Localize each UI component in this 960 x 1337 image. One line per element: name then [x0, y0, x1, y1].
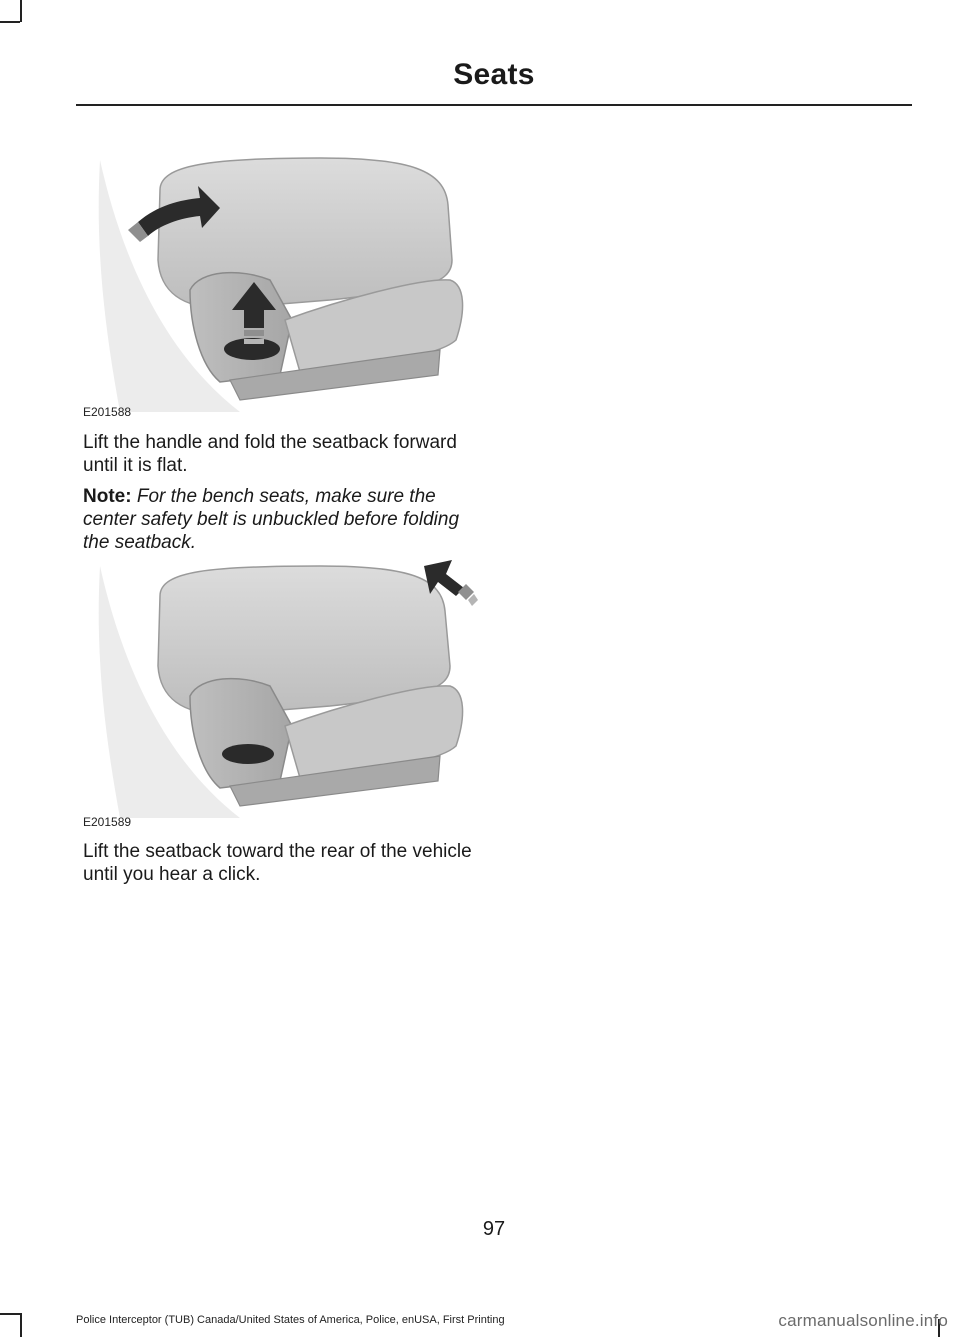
seat-illustration-fold: [80, 150, 480, 420]
footer-text: Police Interceptor (TUB) Canada/United States of America, Police, enUSA, First Printing: [76, 1314, 505, 1326]
crop-mark: [20, 0, 22, 22]
figure-id: E201588: [83, 405, 132, 419]
watermark: carmanualsonline.info: [778, 1311, 948, 1330]
note-text: For the bench seats, make sure the center safety belt is unbuckled before folding the seatback.: [83, 486, 460, 553]
page-title: Seats: [453, 58, 535, 91]
figure-id: E201589: [83, 815, 132, 829]
seat-figure-return: [80, 556, 480, 826]
page-number: 97: [482, 1218, 506, 1240]
note-label: Note:: [83, 486, 132, 507]
crop-mark: [0, 21, 20, 23]
seat-illustration-return: [80, 556, 480, 826]
seat-figure-fold: [80, 150, 480, 420]
crop-mark: [20, 1313, 22, 1337]
header-divider: [76, 104, 912, 106]
note-paragraph: [83, 485, 478, 554]
instruction-return: Lift the seatback toward the rear of the vehicle until you hear a click.: [83, 841, 472, 885]
crop-mark: [0, 1313, 20, 1315]
instruction-fold: Lift the handle and fold the seatback forward until it is flat.: [83, 432, 457, 476]
